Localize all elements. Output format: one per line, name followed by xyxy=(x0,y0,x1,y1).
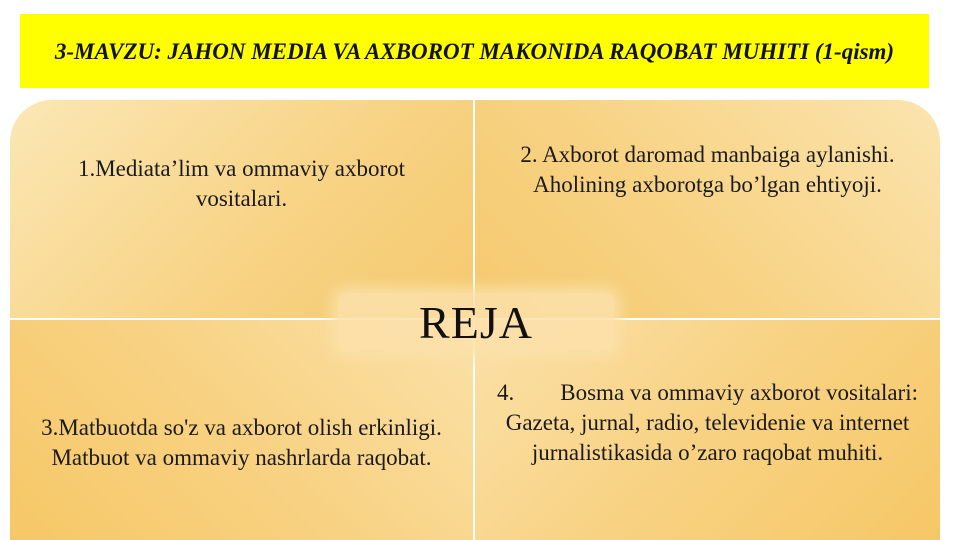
plan-item-2 xyxy=(475,100,940,318)
slide-title: 3-MAVZU: JAHON MEDIA VA AXBOROT MAKONIDA RAQOBAT MUHITI (1-qism) xyxy=(54,38,895,64)
plan-item-3 xyxy=(10,320,473,540)
plan-item-3-text: 3.Matbuotda so'z va axborot olish erkinligi. Matbuot va ommaviy nashrlarda raqobat. xyxy=(41,415,442,470)
plan-item-1 xyxy=(10,100,473,318)
plan-item-2-text: 2. Axborot daromad manbaiga aylanishi. Aholining axborotga bo’lgan ehtiyoji. xyxy=(520,142,895,197)
plan-item-4 xyxy=(475,320,940,540)
plan-item-1-text: 1.Mediata’lim va ommaviy axborot vositalari. xyxy=(77,156,406,211)
plan-item-4-text: 4. Bosma va ommaviy axborot vositalari: Gazeta, jurnal, radio, televidenie va internet jurnalistikasida o’zaro raqobat muhiti. xyxy=(497,380,924,465)
center-label-reja: REJA xyxy=(338,293,614,351)
title-bar xyxy=(20,14,929,88)
